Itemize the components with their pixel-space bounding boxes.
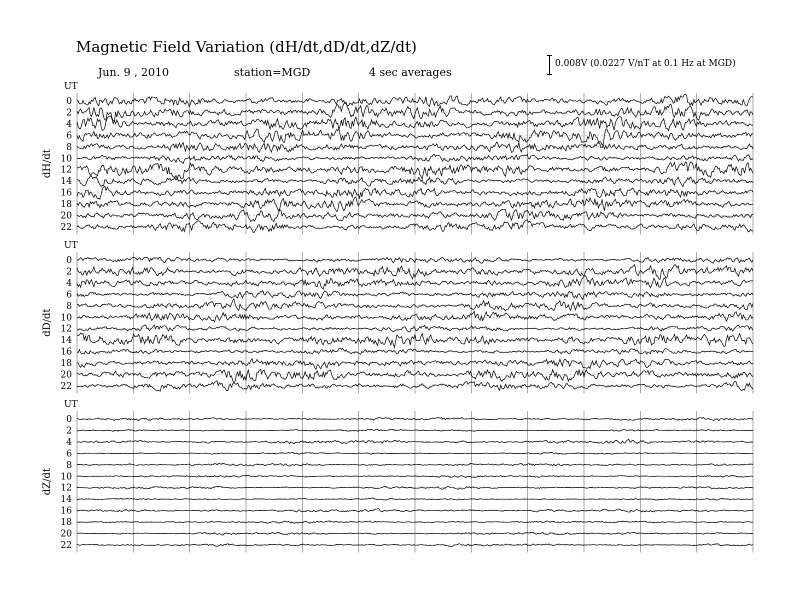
station-label: station=MGD [234, 66, 311, 79]
panel-ylabel: dD/dt [42, 308, 53, 337]
tick-label: 18 [60, 518, 72, 529]
tick-label: 16 [60, 188, 72, 199]
tick-label: 18 [60, 200, 72, 211]
chart-title: Magnetic Field Variation (dH/dt,dD/dt,dZ/dt) [76, 38, 417, 56]
tick-label: 6 [66, 131, 72, 142]
tick-label: 22 [60, 540, 72, 551]
tick-label: 14 [60, 495, 72, 506]
tick-label: 8 [66, 460, 72, 471]
panel-ylabel: dZ/dt [42, 468, 53, 496]
tick-label: 20 [60, 211, 72, 222]
tick-label: 22 [60, 222, 72, 233]
tick-label: 4 [66, 278, 72, 289]
tick-label: 12 [60, 165, 72, 176]
tick-label: 6 [66, 290, 72, 301]
tick-label: 4 [66, 437, 72, 448]
tick-label: 2 [66, 108, 72, 119]
averaging-label: 4 sec averages [369, 66, 452, 79]
tick-label: 0 [66, 97, 72, 107]
tick-label: 10 [60, 313, 72, 324]
tick-label: 14 [60, 336, 72, 347]
tick-label: 16 [60, 347, 72, 358]
tick-label: 0 [66, 415, 72, 425]
tick-label: 16 [60, 506, 72, 517]
tick-label: 10 [60, 472, 72, 483]
tick-label: 10 [60, 154, 72, 165]
tick-label: 12 [60, 324, 72, 335]
tick-label: 2 [66, 426, 72, 437]
tick-label: 12 [60, 483, 72, 494]
tick-label: 0 [66, 256, 72, 266]
date-label: Jun. 9 , 2010 [98, 66, 170, 79]
ut-label: UT [64, 82, 78, 92]
tick-label: 2 [66, 267, 72, 278]
scale-label: 0.008V (0.0227 V/nT at 0.1 Hz at MGD) [555, 59, 736, 69]
tick-label: 4 [66, 119, 72, 130]
tick-label: 8 [66, 301, 72, 312]
tick-label: 18 [60, 359, 72, 370]
ut-label: UT [64, 241, 78, 251]
tick-label: 8 [66, 142, 72, 153]
tick-label: 14 [60, 177, 72, 188]
tick-label: 20 [60, 370, 72, 381]
tick-label: 22 [60, 381, 72, 392]
tick-label: 20 [60, 529, 72, 540]
tick-label: 6 [66, 449, 72, 460]
ut-label: UT [64, 400, 78, 410]
panel-ylabel: dH/dt [42, 149, 53, 179]
